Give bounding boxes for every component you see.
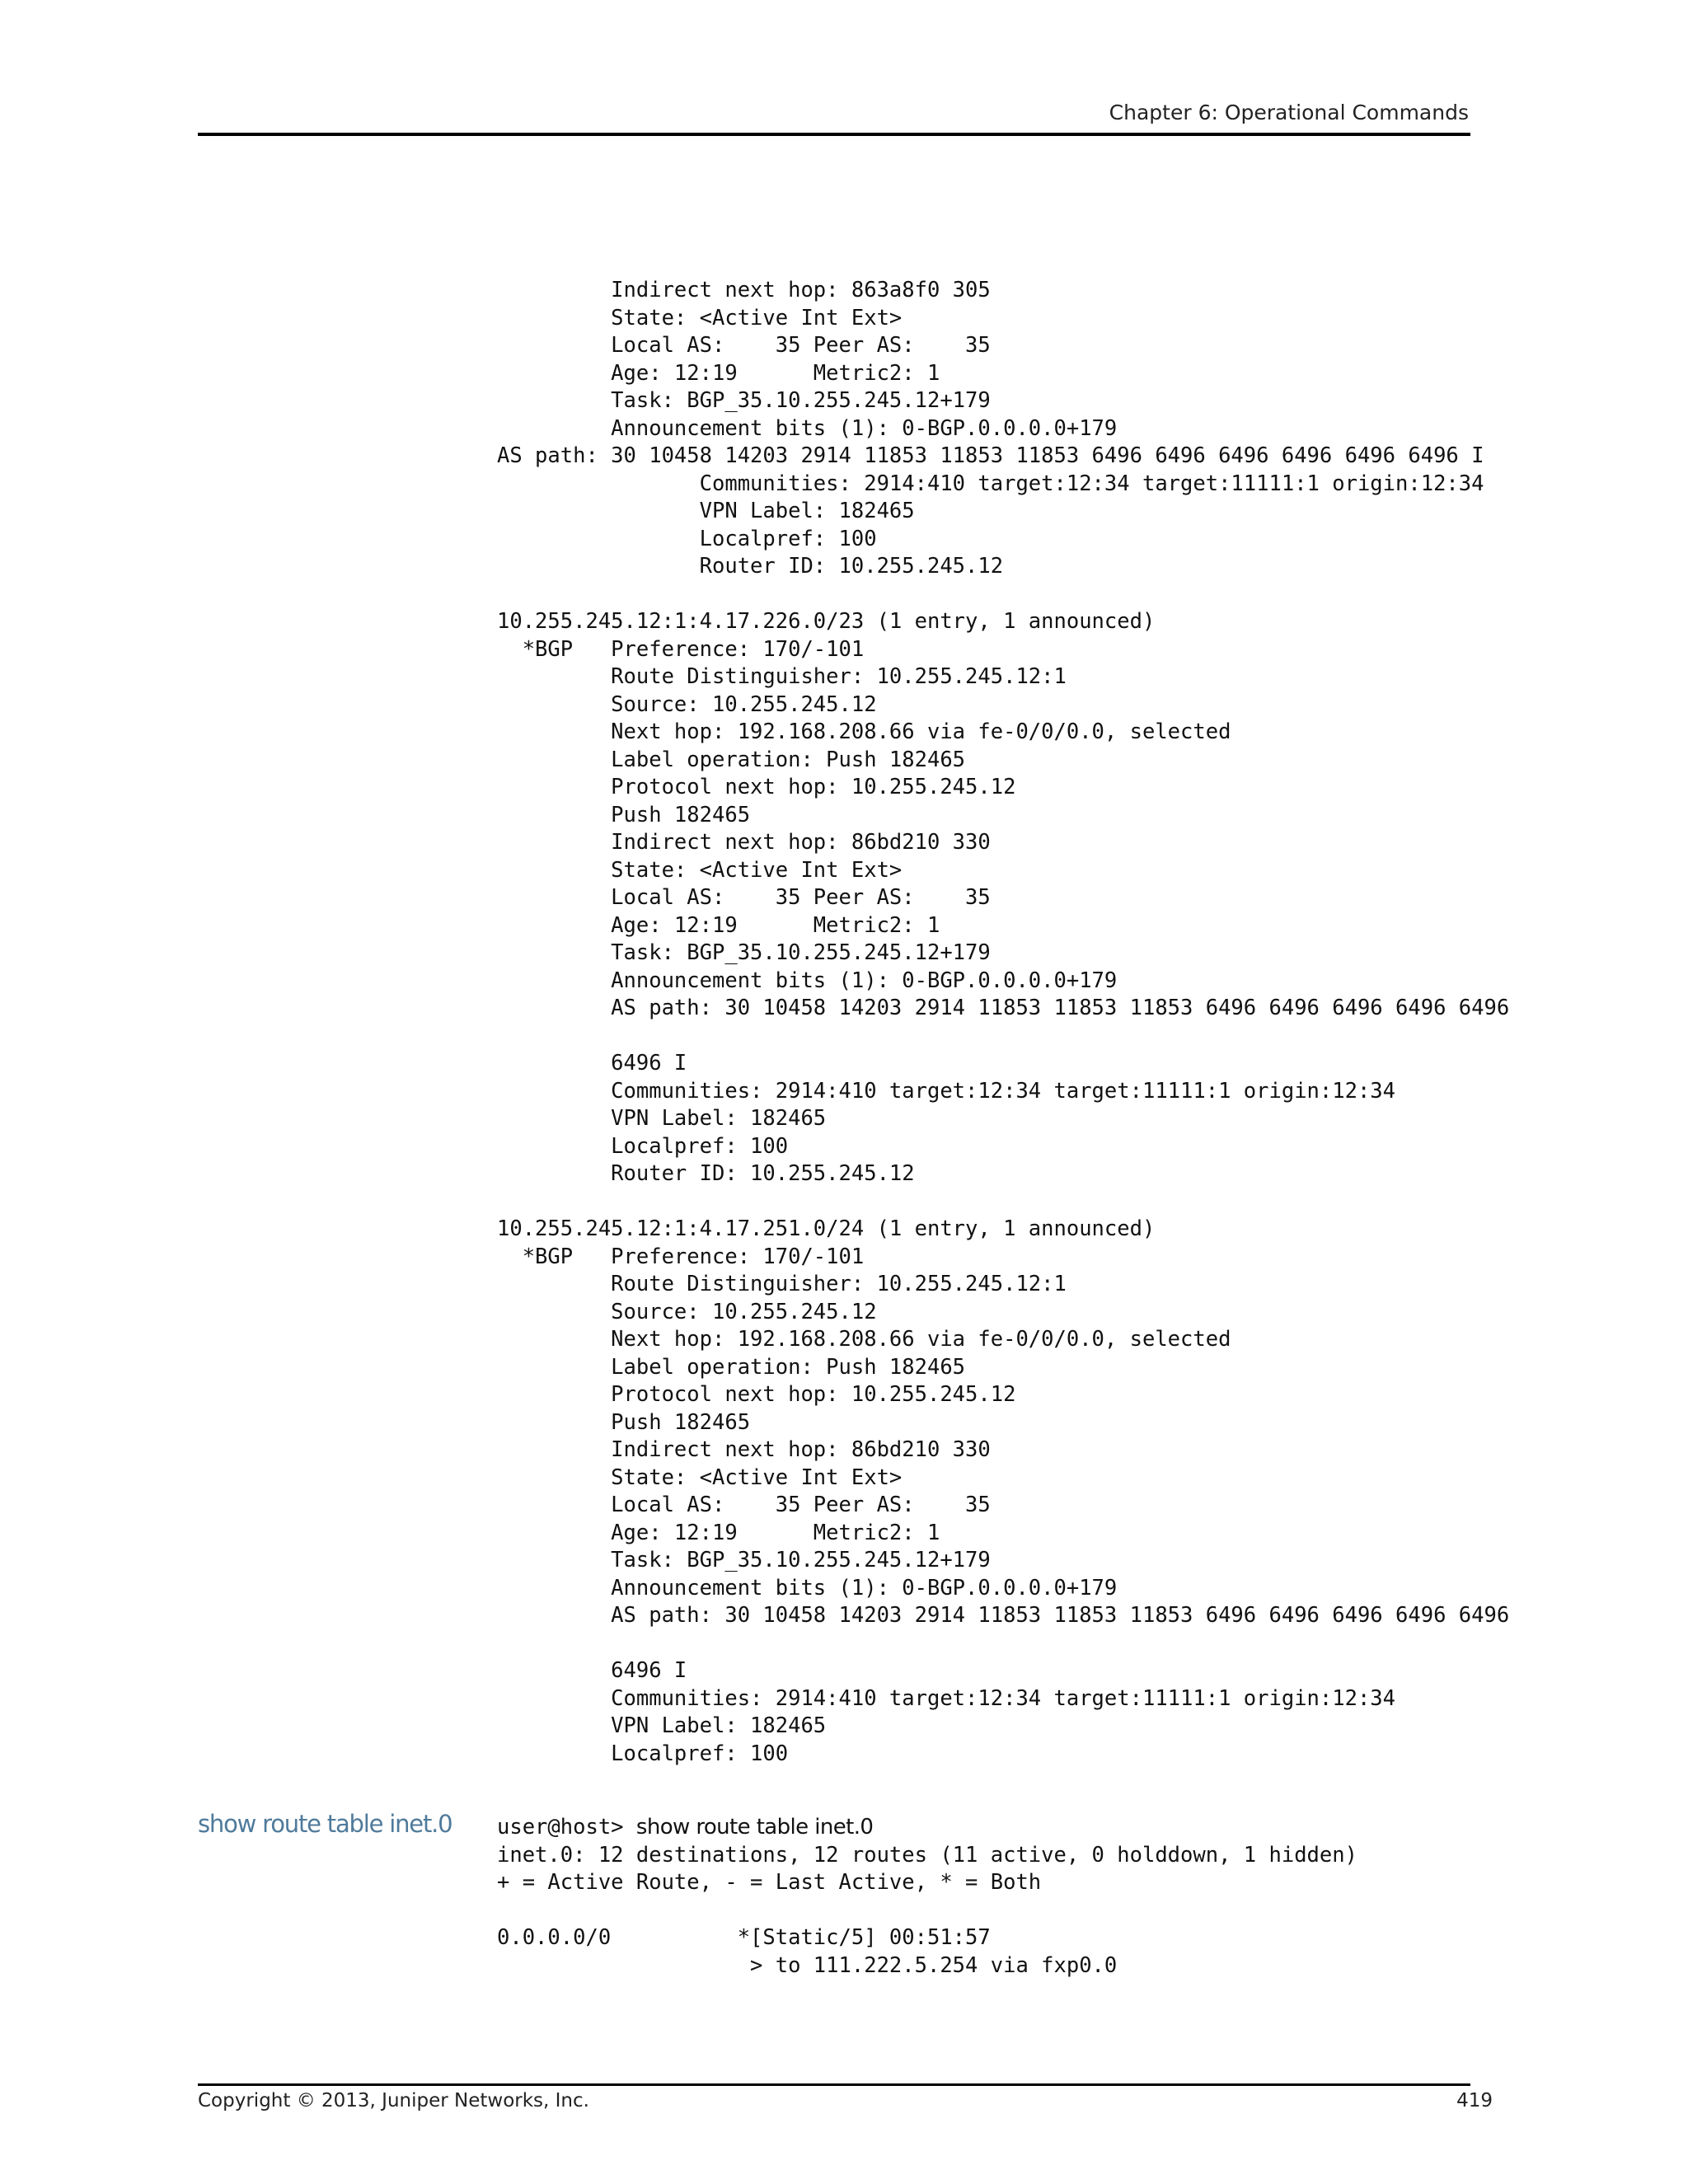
code-line: VPN Label: 182465 <box>497 499 915 523</box>
code-line: Local AS: 35 Peer AS: 35 <box>497 333 991 358</box>
code-line: Localpref: 100 <box>497 526 877 551</box>
code-line: 10.255.245.12:1:4.17.251.0/24 (1 entry, 1 announced) <box>497 1216 1156 1241</box>
output-line: inet.0: 12 destinations, 12 routes (11 active, 0 holddown, 1 hidden) <box>497 1842 1357 1868</box>
code-line: Router ID: 10.255.245.12 <box>497 554 1004 579</box>
command-prompt-line <box>497 1814 1357 1842</box>
footer-copyright: Copyright © 2013, Juniper Networks, Inc. <box>198 2090 589 2111</box>
code-line: Indirect next hop: 86bd210 330 <box>497 1437 991 1462</box>
code-line: Label operation: Push 182465 <box>497 1354 966 1380</box>
code-line: Indirect next hop: 863a8f0 305 <box>497 278 991 302</box>
code-line: VPN Label: 182465 <box>497 1106 827 1131</box>
code-line: Communities: 2914:410 target:12:34 target:11111:1 origin:12:34 <box>497 1078 1396 1104</box>
code-line <box>497 1188 1509 1216</box>
code-line: Source: 10.255.245.12 <box>497 1299 877 1324</box>
output-line: > to 111.222.5.254 via fxp0.0 <box>497 1952 1118 1978</box>
code-line: Age: 12:19 Metric2: 1 <box>497 1520 940 1545</box>
code-line: Age: 12:19 Metric2: 1 <box>497 912 940 938</box>
code-line: AS path: 30 10458 14203 2914 11853 11853 11853 6496 6496 6496 6496 6496 <box>497 1603 1510 1628</box>
code-line: 6496 I <box>497 1658 687 1683</box>
code-line: State: <Active Int Ext> <box>497 1465 903 1490</box>
output-line: + = Active Route, - = Last Active, * = Both <box>497 1870 1042 1895</box>
code-line: 6496 I <box>497 1051 687 1076</box>
code-line: Localpref: 100 <box>497 1741 789 1766</box>
page-number: 419 <box>1456 2090 1493 2111</box>
code-line: Label operation: Push 182465 <box>497 747 966 772</box>
code-line <box>497 1023 1509 1051</box>
code-line: State: <Active Int Ext> <box>497 857 903 883</box>
code-line: Task: BGP_35.10.255.245.12+179 <box>497 388 991 413</box>
output-line: 0.0.0.0/0 *[Static/5] 00:51:57 <box>497 1925 991 1950</box>
code-line: State: <Active Int Ext> <box>497 305 903 330</box>
code-line: Push 182465 <box>497 1409 751 1435</box>
code-line: Source: 10.255.245.12 <box>497 691 877 717</box>
code-line: Localpref: 100 <box>497 1133 789 1159</box>
code-line: *BGP Preference: 170/-101 <box>497 636 865 662</box>
code-line <box>497 1630 1509 1658</box>
code-line: Push 182465 <box>497 802 751 827</box>
prompt-text: user@host> <box>497 1815 636 1840</box>
code-line: Local AS: 35 Peer AS: 35 <box>497 885 991 910</box>
code-line: Protocol next hop: 10.255.245.12 <box>497 775 1016 799</box>
code-line: Indirect next hop: 86bd210 330 <box>497 830 991 855</box>
code-line: Route Distinguisher: 10.255.245.12:1 <box>497 1272 1067 1296</box>
code-line: Announcement bits (1): 0-BGP.0.0.0.0+179 <box>497 415 1118 441</box>
command-output-continued <box>497 277 1509 1768</box>
code-line: Router ID: 10.255.245.12 <box>497 1161 915 1186</box>
code-line: Protocol next hop: 10.255.245.12 <box>497 1382 1016 1407</box>
code-line: Communities: 2914:410 target:12:34 target:11111:1 origin:12:34 <box>497 471 1484 496</box>
code-line: VPN Label: 182465 <box>497 1713 827 1738</box>
output-line <box>497 1897 1357 1925</box>
code-line: AS path: 30 10458 14203 2914 11853 11853 11853 6496 6496 6496 6496 6496 <box>497 996 1510 1020</box>
header-rule <box>198 133 1470 136</box>
code-line: Next hop: 192.168.208.66 via fe-0/0/0.0, selected <box>497 1327 1231 1352</box>
code-line: Announcement bits (1): 0-BGP.0.0.0.0+179 <box>497 968 1118 993</box>
code-line: *BGP Preference: 170/-101 <box>497 1244 865 1269</box>
code-line: Next hop: 192.168.208.66 via fe-0/0/0.0, selected <box>497 719 1231 744</box>
code-line: Communities: 2914:410 target:12:34 target:11111:1 origin:12:34 <box>497 1685 1396 1711</box>
code-line: Route Distinguisher: 10.255.245.12:1 <box>497 664 1067 689</box>
code-line: Announcement bits (1): 0-BGP.0.0.0.0+179 <box>497 1575 1118 1601</box>
code-line: Age: 12:19 Metric2: 1 <box>497 360 940 386</box>
code-line: Task: BGP_35.10.255.245.12+179 <box>497 1548 991 1572</box>
section-label: show route table inet.0 <box>198 1810 452 1838</box>
code-line <box>497 581 1509 609</box>
code-line: 10.255.245.12:1:4.17.226.0/23 (1 entry, 1 announced) <box>497 609 1156 634</box>
footer-rule <box>198 2083 1470 2086</box>
code-line: AS path: 30 10458 14203 2914 11853 11853 11853 6496 6496 6496 6496 6496 6496 I <box>497 443 1484 468</box>
command-input-text: show route table inet.0 <box>635 1815 874 1840</box>
command-output <box>497 1842 1357 1980</box>
chapter-header: Chapter 6: Operational Commands <box>1109 101 1469 124</box>
code-line: Task: BGP_35.10.255.245.12+179 <box>497 940 991 965</box>
code-line: Local AS: 35 Peer AS: 35 <box>497 1493 991 1517</box>
command-example <box>497 1814 1357 1980</box>
